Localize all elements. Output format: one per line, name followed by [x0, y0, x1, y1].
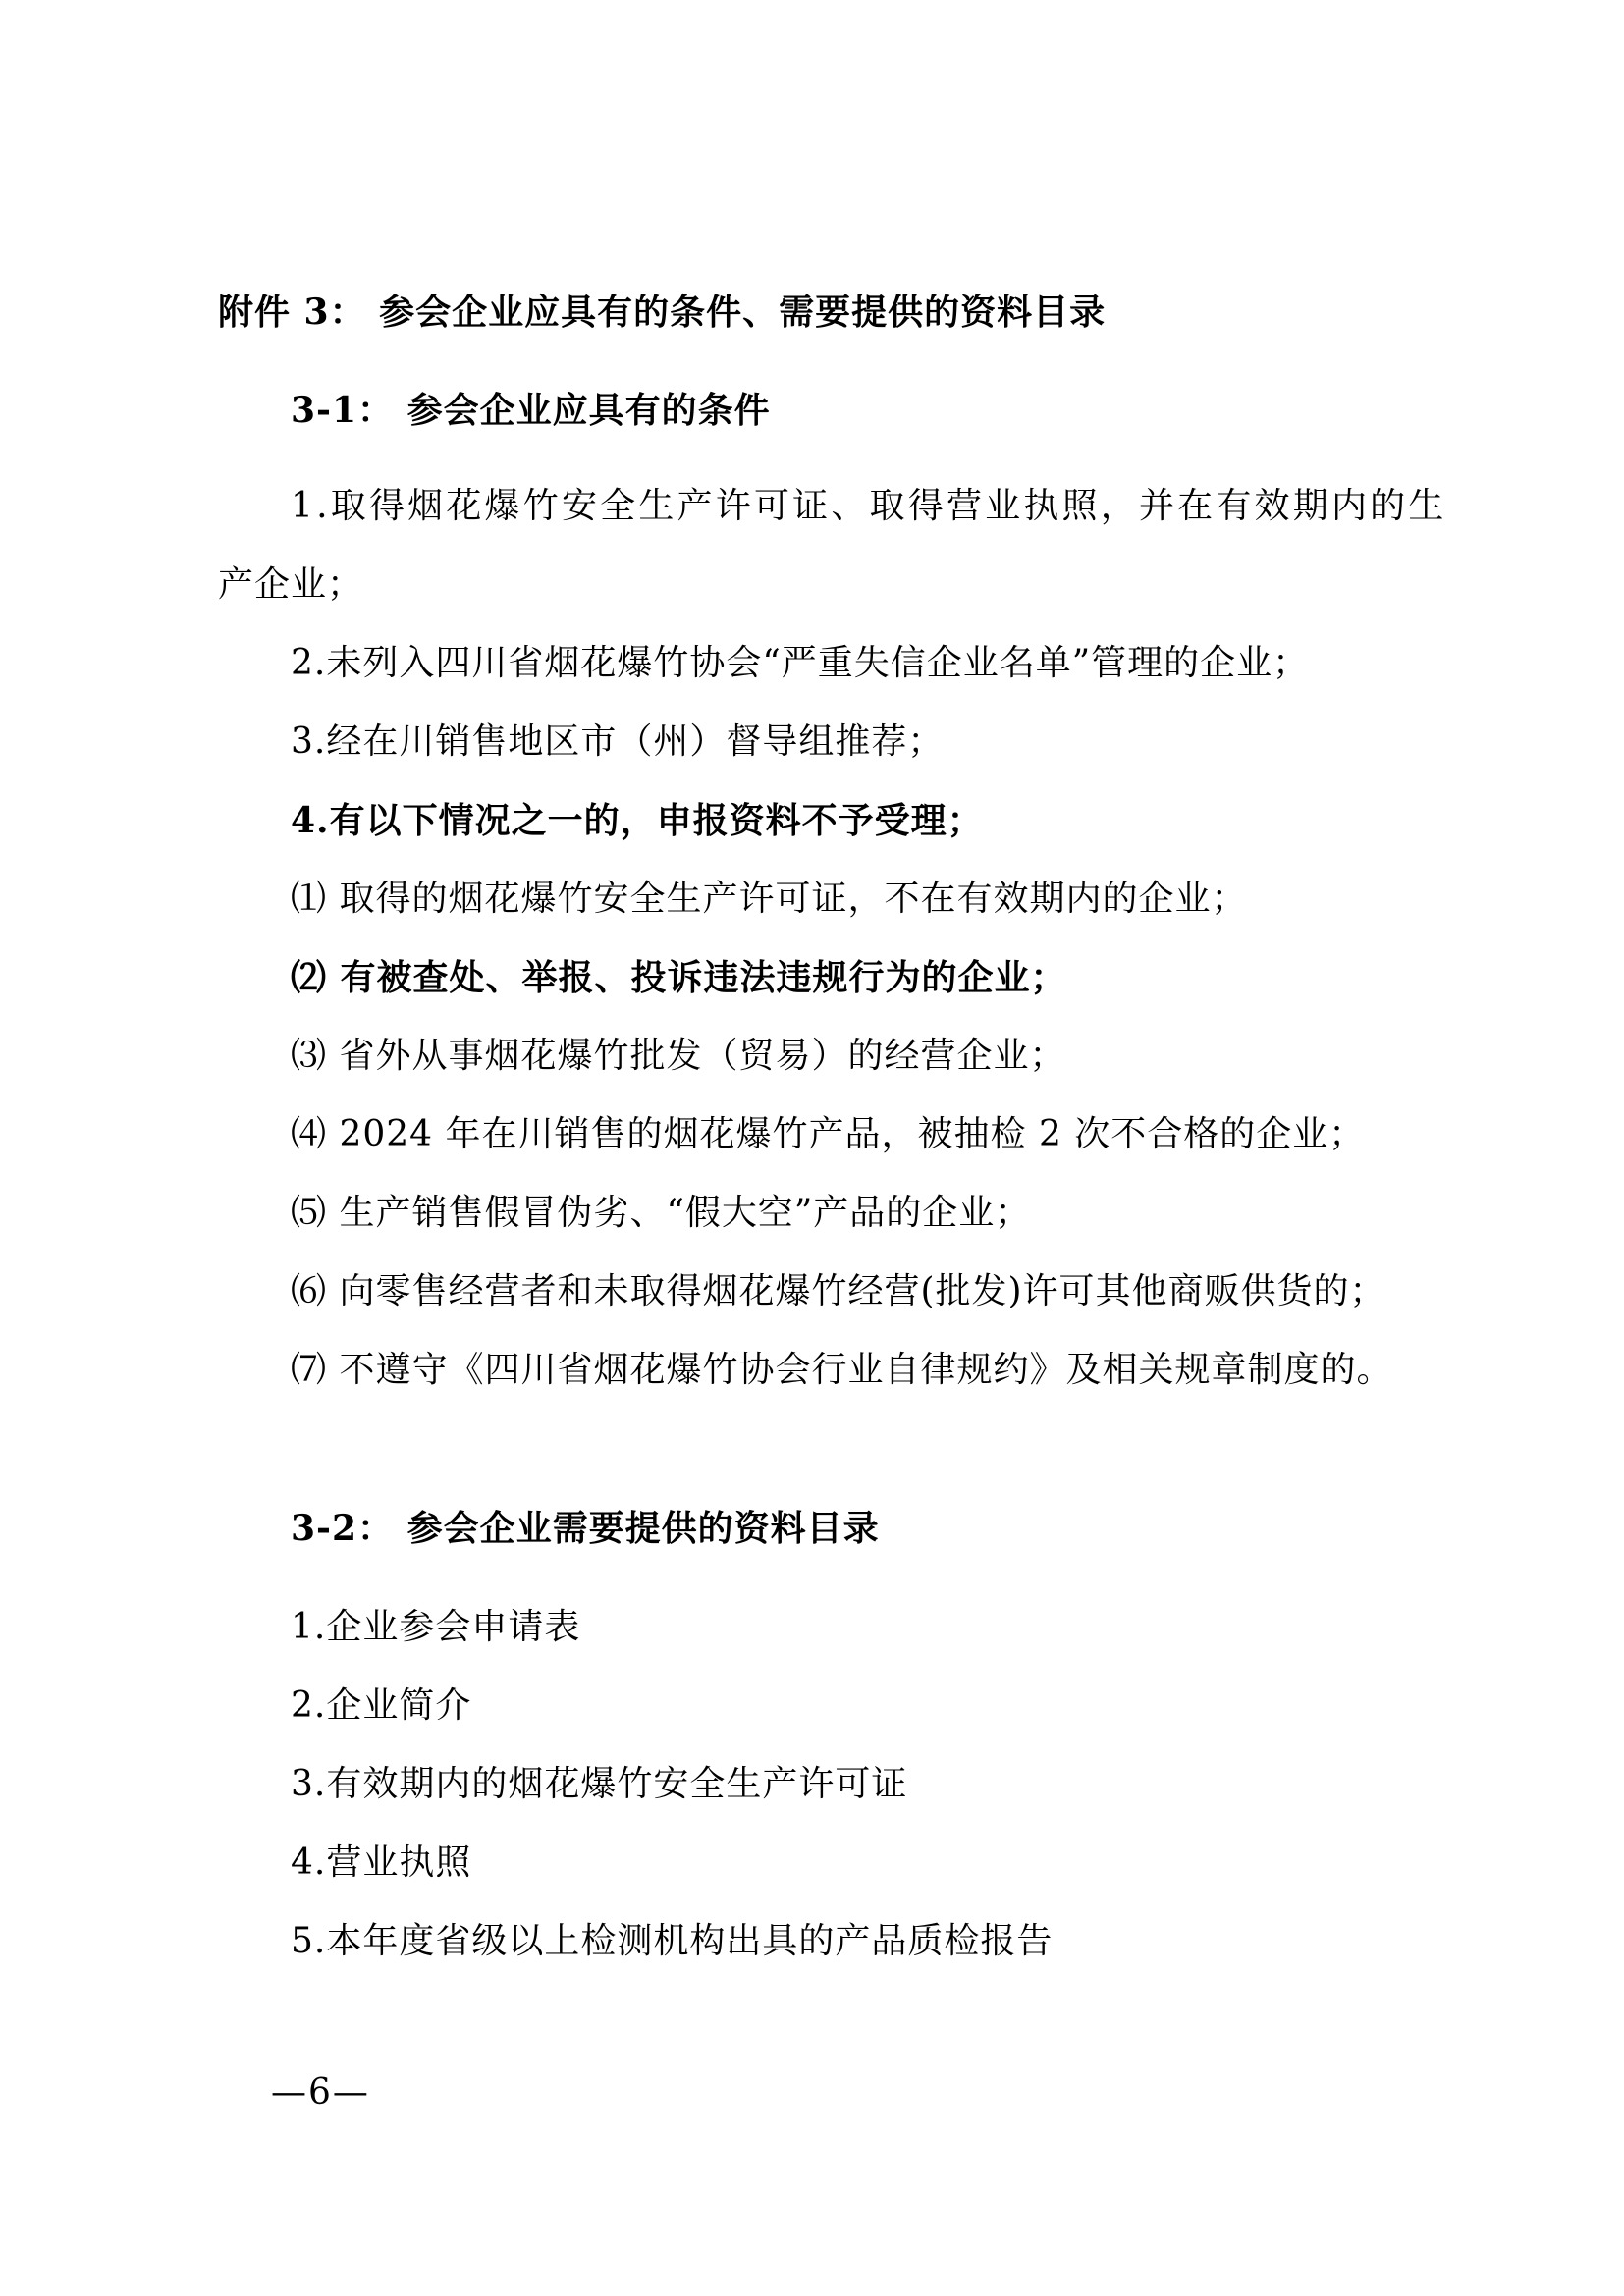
- exclusion-item-5: ⑸ 生产销售假冒伪劣、“假大空”产品的企业；: [291, 1193, 1032, 1233]
- exclusion-item-6: ⑹ 向零售经营者和未取得烟花爆竹经营(批发)许可其他商贩供货的；: [291, 1271, 1386, 1311]
- condition-item-1-line-1: 1.取得烟花爆竹安全生产许可证、取得营业执照，并在有效期内的生: [291, 486, 1447, 526]
- condition-item-2: 2.未列入四川省烟花爆竹协会“严重失信企业名单”管理的企业；: [291, 643, 1310, 683]
- page-number: —6—: [271, 2072, 370, 2112]
- material-item-3: 3.有效期内的烟花爆竹安全生产许可证: [291, 1764, 908, 1804]
- material-item-5: 5.本年度省级以上检测机构出具的产品质检报告: [291, 1921, 1054, 1961]
- exclusion-item-2: ⑵ 有被查处、举报、投诉违法违规行为的企业；: [291, 957, 1067, 998]
- exclusion-item-3: ⑶ 省外从事烟花爆竹批发（贸易）的经营企业；: [291, 1036, 1066, 1076]
- material-item-1: 1.企业参会申请表: [291, 1607, 581, 1647]
- exclusion-item-4: ⑷ 2024 年在川销售的烟花爆竹产品，被抽检 2 次不合格的企业；: [291, 1114, 1366, 1154]
- material-item-4: 4.营业执照: [291, 1842, 472, 1883]
- condition-item-4: 4.有以下情况之一的，申报资料不予受理；: [291, 800, 984, 841]
- material-item-2: 2.企业简介: [291, 1685, 472, 1726]
- section-3-1-heading: 3-1： 参会企业应具有的条件: [291, 390, 771, 431]
- condition-item-3: 3.经在川销售地区市（州）督导组推荐；: [291, 721, 945, 762]
- exclusion-item-1: ⑴ 取得的烟花爆竹安全生产许可证，不在有效期内的企业；: [291, 879, 1248, 919]
- condition-item-1-line-2: 产企业；: [218, 564, 364, 605]
- exclusion-item-7: ⑺ 不遵守《四川省烟花爆竹协会行业自律规约》及相关规章制度的。: [291, 1350, 1393, 1390]
- document-title: 附件 3： 参会企业应具有的条件、需要提供的资料目录: [218, 292, 1107, 333]
- section-3-2-heading: 3-2： 参会企业需要提供的资料目录: [291, 1508, 880, 1549]
